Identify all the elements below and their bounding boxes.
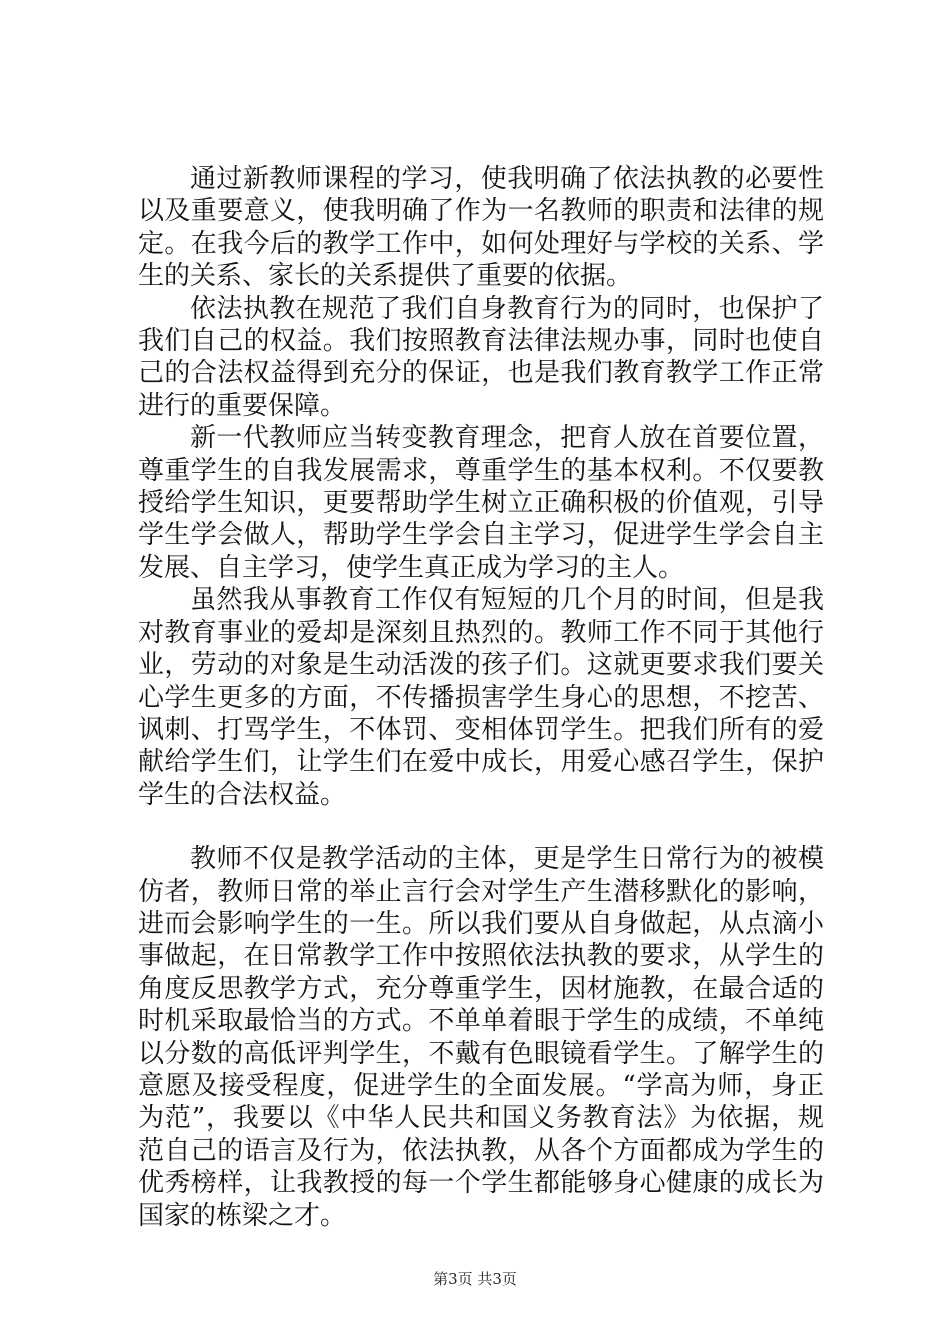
paragraph-5: 教师不仅是教学活动的主体，更是学生日常行为的被模仿者，教师日常的举止言行会对学生产生潜移默化的影响，进而会影响学生的一生。所以我们要从自身做起，从点滴小事做起，在日常教学工作中按照依法执教的要求，从学生的角度反思教学方式，充分尊重学生，因材施教，在最合适的时机采取最恰当的方式。不单单着眼于学生的成绩，不单纯以分数的高低评判学生，不戴有色眼镜看学生。了解学生的意愿及接受程度，促进学生的全面发展。“学高为师，身正为范”，我要以《中华人民共和国义务教育法》为依据，规范自己的语言及行为，依法执教，从各个方面都成为学生的优秀榜样，让我教授的每一个学生都能够身心健康的成长为国家的栋梁之才。 (138, 844, 824, 1231)
paragraph-4: 虽然我从事教育工作仅有短短的几个月的时间，但是我对教育事业的爱却是深刻且热烈的。教师工作不同于其他行业，劳动的对象是生动活泼的孩子们。这就更要求我们要关心学生更多的方面，不传播损害学生身心的思想，不挖苦、讽刺、打骂学生，不体罚、变相体罚学生。把我们所有的爱献给学生们，让学生们在爱中成长，用爱心感召学生，保护学生的合法权益。 (138, 585, 824, 810)
page-number-footer: 第3页 共3页 (433, 1270, 517, 1288)
paragraph-1: 通过新教师课程的学习，使我明确了依法执教的必要性以及重要意义，使我明确了作为一名教师的职责和法律的规定。在我今后的教学工作中，如何处理好与学校的关系、学生的关系、家长的关系提供了重要的依据。 (138, 164, 824, 292)
paragraph-3: 新一代教师应当转变教育理念，把育人放在首要位置，尊重学生的自我发展需求，尊重学生的基本权利。不仅要教授给学生知识，更要帮助学生树立正确积极的价值观，引导学生学会做人，帮助学生学会自主学习，促进学生学会自主发展、自主学习，使学生真正成为学习的主人。 (138, 423, 824, 583)
document-body (138, 163, 824, 1232)
paragraph-2: 依法执教在规范了我们自身教育行为的同时，也保护了我们自己的权益。我们按照教育法律法规办事，同时也使自己的合法权益得到充分的保证，也是我们教育教学工作正常进行的重要保障。 (138, 293, 824, 421)
